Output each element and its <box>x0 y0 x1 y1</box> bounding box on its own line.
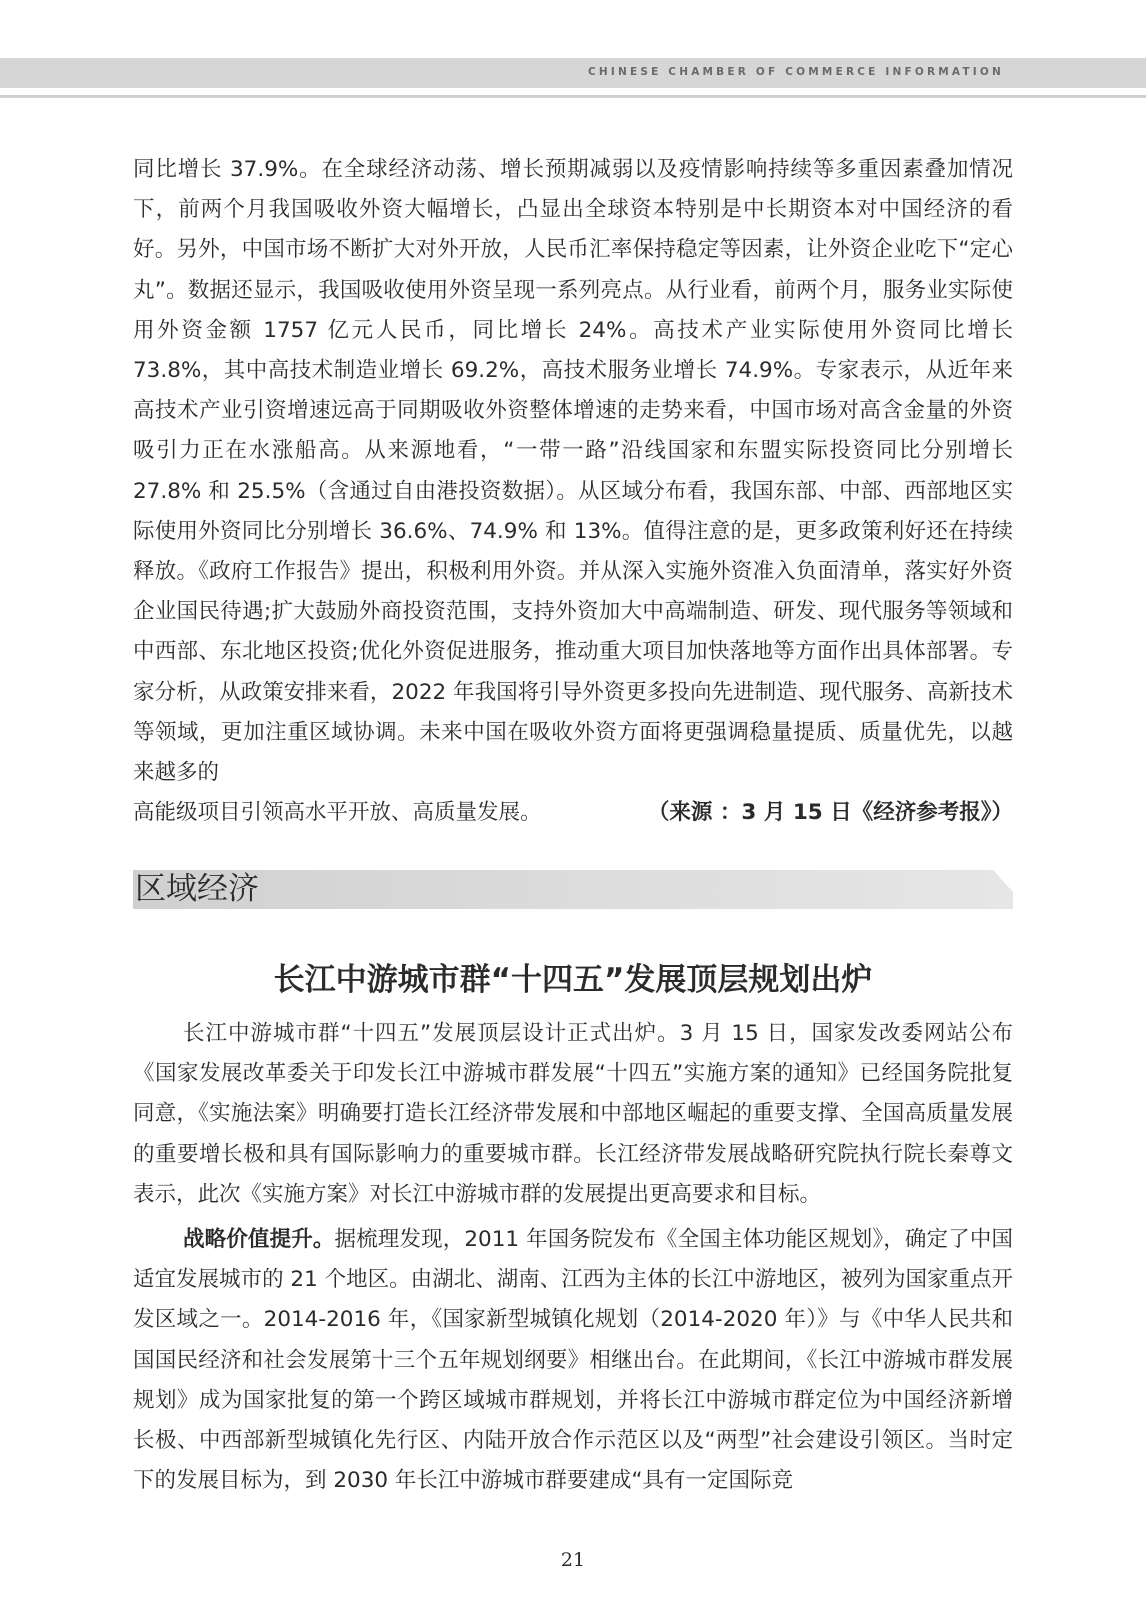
section-header-band <box>133 870 1013 909</box>
publication-name: CHINESE CHAMBER OF COMMERCE INFORMATION <box>587 66 1004 78</box>
paragraph-lead-heading: 战略价值提升。 <box>183 1227 335 1252</box>
source-citation: （来源 ：3 月 15 日《经济参考报》） <box>647 800 1013 826</box>
paragraph-closing-text: 高能级项目引领高水平开放、高质量发展。 <box>133 800 542 826</box>
article-paragraph-intro: 长江中游城市群“十四五”发展顶层设计正式出炉。3 月 15 日，国家发改委网站公布《国家发展改革委关于印发长江中游城市群发展“十四五”实施方案的通知》已经国务院批复同意，《实施法案》明确要打造长江经济带发展和中部地区崛起的重要支撑、全国高质量发展的重要增长极和具有国际影响力的重要城市群。长江经济带发展战略研究院执行院长秦尊文表示，此次《实施方案》对长江中游城市群的发展提出更高要求和目标。 <box>133 1021 1013 1207</box>
paragraph-body: 同比增长 37.9%。在全球经济动荡、增长预期减弱以及疫情影响持续等多重因素叠加情况下，前两个月我国吸收外资大幅增长，凸显出全球资本特别是中长期资本对中国经济的看好。另外，中国市场不断扩大对外开放，人民币汇率保持稳定等因素，让外资企业吃下“定心丸”。数据还显示，我国吸收使用外资呈现一系列亮点。从行业看，前两个月，服务业实际使用外资金额 1757 亿元人民币，同比增长 24%。高技术产业实际使用外资同比增长 73.8%，其中高技术制造业增长 69.2%，高技术服务业增长 74.9%。专家表示，从近年来高技术产业引资增速远高于同期吸收外资整体增速的走势来看，中国市场对高含金量的外资吸引力正在水涨船高。从来源地看，“一带一路”沿线国家和东盟实际投资同比分别增长 27.8% 和 25.5%（含通过自由港投资数据）。从区域分布看，我国东部、中部、西部地区实际使用外资同比分别增长 36.6%、74.9% 和 13%。值得注意的是，更多政策利好还在持续释放。《政府工作报告》提出，积极利用外资。并从深入实施外资准入负面清单，落实好外资企业国民待遇;扩大鼓励外商投资范围，支持外资加大中高端制造、研发、现代服务等领域和中西部、东北地区投资;优化外资促进服务，推动重大项目加快落地等方面作出具体部署。专家分析，从政策安排来看，2022 年我国将引导外资更多投向先进制造、现代服务、高新技术等领域，更加注重区域协调。未来中国在吸收外资方面将更强调稳量提质、质量优先，以越来越多的 <box>133 157 1013 786</box>
article-paragraph-strategic-value <box>133 1220 1013 1501</box>
header-divider <box>0 95 1146 98</box>
page-number: 21 <box>560 1549 586 1571</box>
paragraph-last-line <box>133 793 1013 833</box>
paragraph-body: 据梳理发现，2011 年国务院发布《全国主体功能区规划》，确定了中国适宜发展城市的 21 个地区。由湖北、湖南、江西为主体的长江中游地区，被列为国家重点开发区域之一。2014-2016 年，《国家新型城镇化规划（2014-2020 年）》与《中华人民共和国国民经济和社会发展第十三个五年规划纲要》相继出台。在此期间，《长江中游城市群发展规划》成为国家批复的第一个跨区域城市群规划，并将长江中游城市群定位为中国经济新增长极、中西部新型城镇化先行区、内陆开放合作示范区以及“两型”社会建设引领区。当时定下的发展目标为，到 2030 年长江中游城市群要建成“具有一定国际竞 <box>133 1227 1013 1494</box>
paragraph-foreign-investment <box>133 150 1013 833</box>
article-title: 长江中游城市群“十四五”发展顶层规划出炉 <box>273 962 873 998</box>
section-title: 区域经济 <box>135 871 259 907</box>
